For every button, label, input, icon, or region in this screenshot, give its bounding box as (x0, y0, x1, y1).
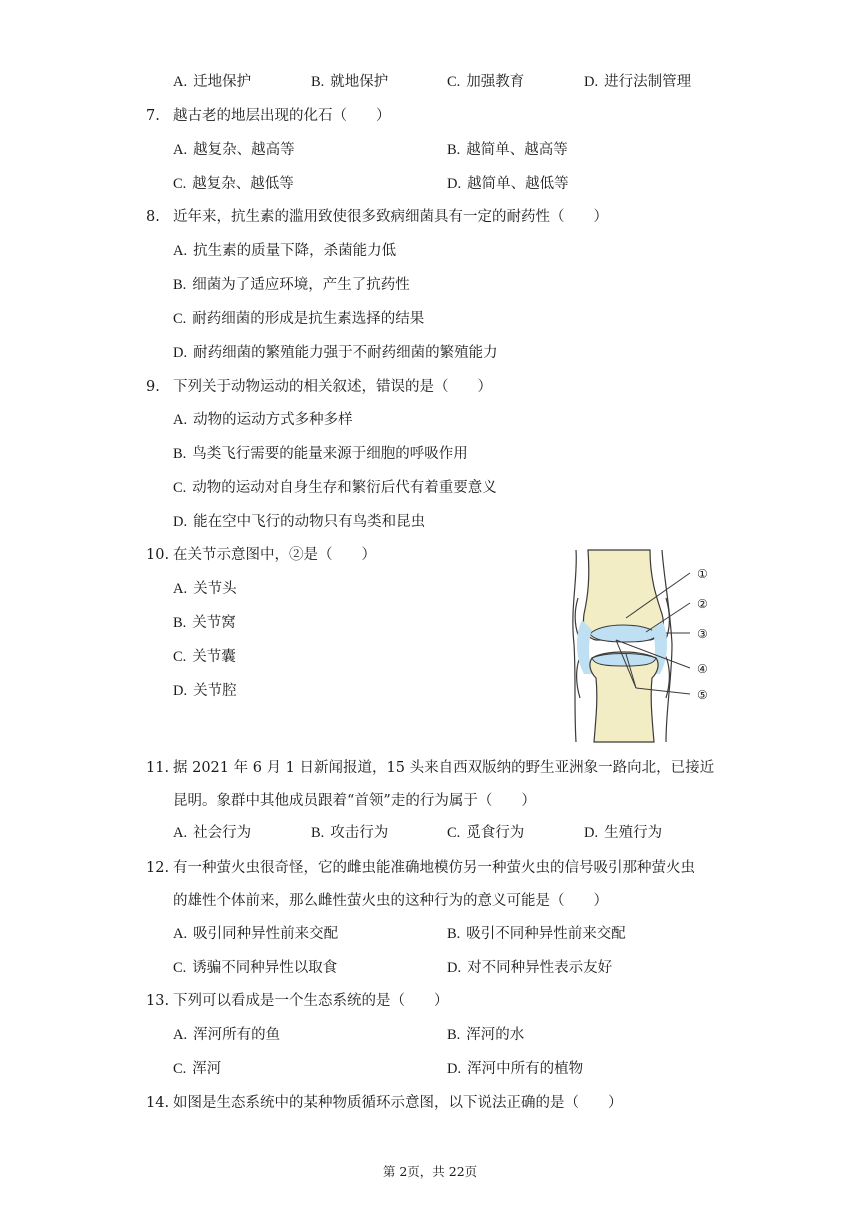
q12-option-c: C. 诱骗不同种异性以取食 (173, 960, 338, 976)
q13-option-d: D. 浑河中所有的植物 (447, 1061, 584, 1077)
q9-option-c: C. 动物的运动对自身生存和繁衍后代有着重要意义 (173, 480, 497, 496)
page-footer: 第 2页，共 22页 (382, 1164, 478, 1179)
q8-option-a: A. 抗生素的质量下降，杀菌能力低 (173, 243, 397, 259)
q14-stem: 如图是生态系统中的某种物质循环示意图，以下说法正确的是（ ） (173, 1095, 623, 1111)
q9-option-b: B. 鸟类飞行需要的能量来源于细胞的呼吸作用 (173, 446, 468, 462)
diagram-label-2: ② (697, 597, 708, 611)
q7-option-c: C. 越复杂、越低等 (173, 176, 294, 192)
diagram-label-5: ⑤ (697, 688, 708, 702)
q13-option-b: B. 浑河的水 (447, 1027, 525, 1043)
q13-stem: 下列可以看成是一个生态系统的是（ ） (173, 993, 449, 1009)
q7-option-b: B. 越简单、越高等 (447, 142, 568, 158)
q6-option-d: D. 进行法制管理 (584, 74, 692, 90)
q12-stem-line1: 有一种萤火虫很奇怪，它的雌虫能准确地模仿另一种萤火虫的信号吸引那种萤火虫 (173, 860, 695, 876)
q11-option-b: B. 攻击行为 (311, 825, 389, 841)
q9-number: 9. (146, 379, 160, 395)
q10-number: 10. (146, 547, 170, 563)
q9-stem: 下列关于动物运动的相关叙述，错误的是（ ） (173, 379, 492, 395)
diagram-label-1: ① (697, 567, 708, 581)
q7-option-a: A. 越复杂、越高等 (173, 142, 295, 158)
q7-option-d: D. 越简单、越低等 (447, 176, 569, 192)
q6-option-a: A. 迁地保护 (173, 74, 252, 90)
q13-option-c: C. 浑河 (173, 1061, 222, 1077)
q11-stem-line2: 昆明。象群中其他成员跟着“首领”走的行为属于（ ） (173, 793, 536, 809)
q10-option-d: D. 关节腔 (173, 683, 237, 699)
q11-option-c: C. 觅食行为 (447, 825, 525, 841)
joint-diagram (566, 548, 726, 744)
q12-option-a: A. 吸引同种异性前来交配 (173, 926, 339, 942)
q7-number: 7. (146, 108, 160, 124)
q9-option-d: D. 能在空中飞行的动物只有鸟类和昆虫 (173, 514, 426, 530)
q11-option-d: D. 生殖行为 (584, 825, 663, 841)
q14-number: 14. (146, 1095, 170, 1111)
q10-option-c: C. 关节囊 (173, 649, 236, 665)
q8-option-b: B. 细菌为了适应环境，产生了抗药性 (173, 277, 410, 293)
q6-option-b: B. 就地保护 (311, 74, 389, 90)
q7-stem: 越古老的地层出现的化石（ ） (173, 108, 391, 124)
diagram-label-3: ③ (697, 627, 708, 641)
q11-stem-line1: 据 2021 年 6 月 1 日新闻报道，15 头来自西双版纳的野生亚洲象一路向北，已接近 (173, 760, 715, 776)
q8-stem: 近年来，抗生素的滥用致使很多致病细菌具有一定的耐药性（ ） (173, 209, 608, 225)
diagram-label-4: ④ (697, 662, 708, 676)
q13-option-a: A. 浑河所有的鱼 (173, 1027, 281, 1043)
q12-stem-line2: 的雄性个体前来，那么雌性萤火虫的这种行为的意义可能是（ ） (173, 893, 608, 909)
q11-option-a: A. 社会行为 (173, 825, 252, 841)
q11-number: 11. (146, 760, 170, 776)
q12-number: 12. (146, 860, 170, 876)
q12-option-d: D. 对不同种异性表示友好 (447, 960, 613, 976)
q10-option-a: A. 关节头 (173, 581, 237, 597)
q10-stem: 在关节示意图中，②是（ ） (173, 547, 376, 563)
q8-option-c: C. 耐药细菌的形成是抗生素选择的结果 (173, 311, 425, 327)
q8-number: 8. (146, 209, 160, 225)
q13-number: 13. (146, 993, 170, 1009)
q9-option-a: A. 动物的运动方式多种多样 (173, 412, 353, 428)
q6-option-c: C. 加强教育 (447, 74, 525, 90)
q10-option-b: B. 关节窝 (173, 615, 236, 631)
q12-option-b: B. 吸引不同种异性前来交配 (447, 926, 626, 942)
q8-option-d: D. 耐药细菌的繁殖能力强于不耐药细菌的繁殖能力 (173, 345, 498, 361)
